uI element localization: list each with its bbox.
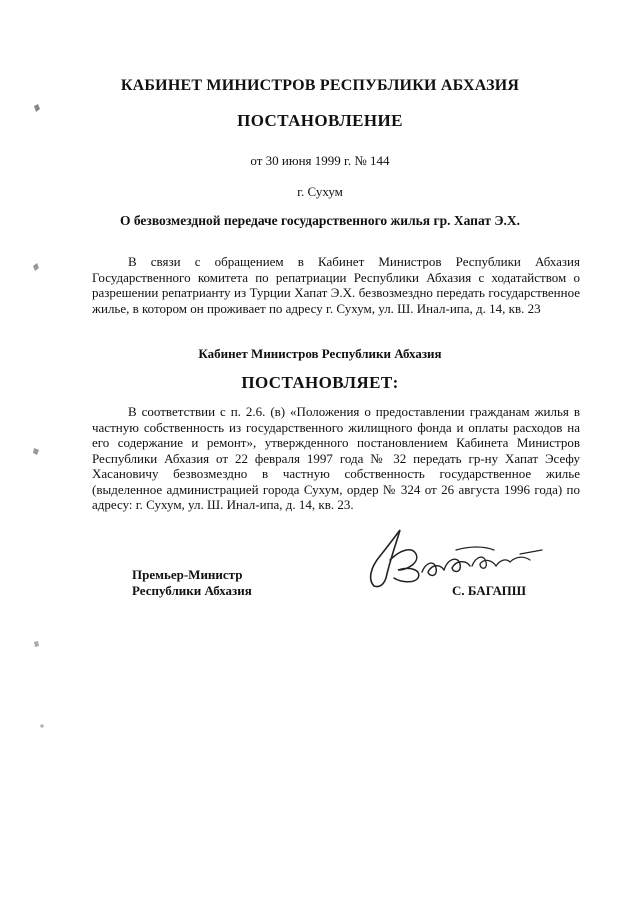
- scan-speck-3: [30, 443, 44, 459]
- scan-speck-4: [30, 636, 44, 652]
- scan-speck-5: [38, 722, 48, 732]
- resolution-paragraph: В соответствии с п. 2.6. (в) «Положения о предоставлении гражданам жилья в частную собственность из государственного жилищного фонда и оплаты расходов на его содержание и ремонт», утвержденного постановлением Кабинета Министров Республики Абхазия от 22 февраля 1997 года № 32 передать гр-ну Хапат Эсефу Хасановичу безвозмездно в частную собственность государственное жилье (выделенное администрацией города Сухум, ордер № 324 от 26 августа 1996 года) по адресу: г. Сухум, ул. Ш. Инал-ипа, д. 14, кв. 23.: [92, 404, 580, 512]
- issuer-heading: КАБИНЕТ МИНИСТРОВ РЕСПУБЛИКИ АБХАЗИЯ: [120, 77, 520, 94]
- subject-line: О безвозмездной передаче государственного жилья гр. Хапат Э.Х.: [119, 213, 521, 228]
- signatory-title-line1: Премьер-Министр: [132, 567, 243, 582]
- document-type-heading: ПОСТАНОВЛЕНИЕ: [237, 111, 403, 130]
- issuing-body-label: Кабинет Министров Республики Абхазия: [198, 346, 442, 361]
- signatory-name: С. БАГАПШ: [452, 583, 527, 598]
- signatory-title-line2: Республики Абхазия: [132, 583, 252, 598]
- handwritten-signature: [360, 520, 550, 592]
- signatory-title: [132, 567, 252, 599]
- date-and-number: от 30 июня 1999 г. № 144: [250, 153, 390, 168]
- preamble-paragraph: В связи с обращением в Кабинет Министров Республики Абхазия Государственного комитета по репатриации Республики Абхазия с ходатайством о разрешении репатрианту из Турции Хапат Э.Х. безвозмездно передать государственное жилье, в котором он проживает по адресу г. Сухум, ул. Ш. Инал-ипа, д. 14, кв. 23: [92, 254, 580, 316]
- scan-speck-2: [30, 258, 44, 274]
- decree-heading: ПОСТАНОВЛЯЕТ:: [241, 373, 399, 392]
- city-line: г. Сухум: [297, 184, 343, 199]
- scan-speck-1: [30, 100, 44, 116]
